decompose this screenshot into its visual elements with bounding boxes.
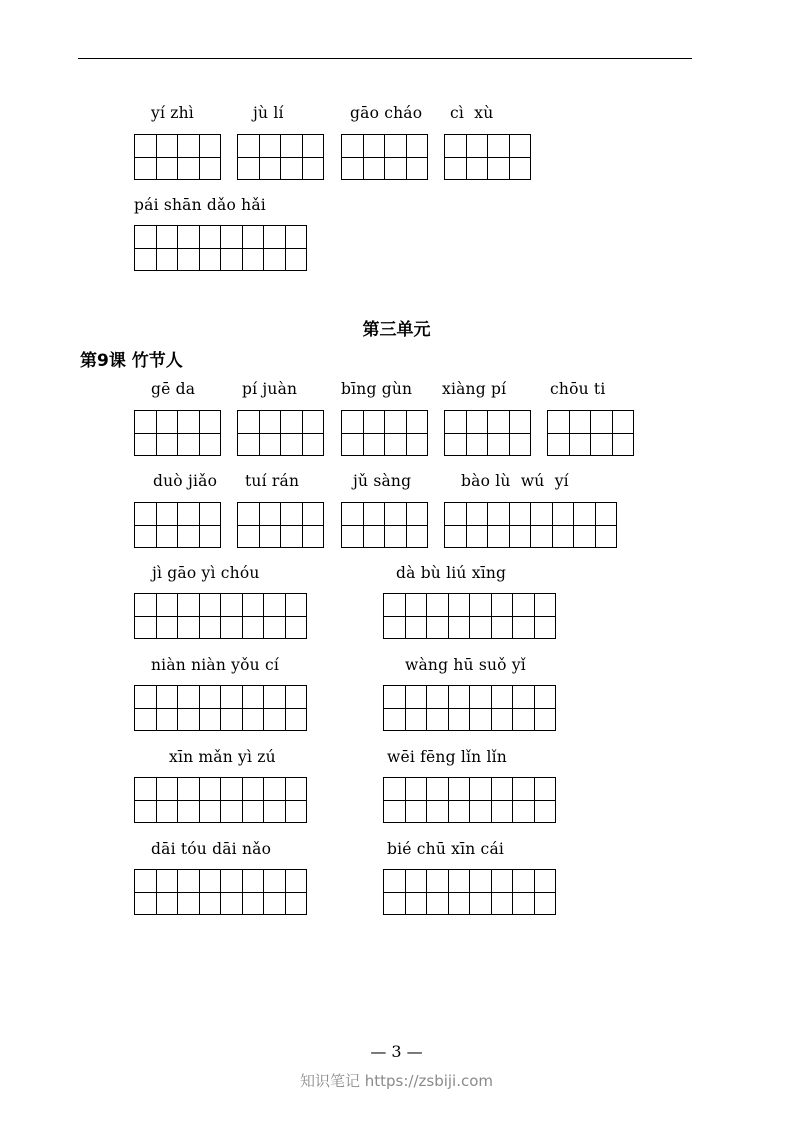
pinyin-label: gāo cháo — [350, 104, 423, 122]
tian-grid[interactable] — [444, 410, 531, 456]
tian-cell[interactable] — [302, 502, 325, 548]
lesson-title: 第9课 竹节人 — [80, 351, 183, 371]
tian-cell[interactable] — [177, 869, 200, 915]
tian-cell[interactable] — [512, 869, 535, 915]
tian-grid[interactable] — [134, 593, 307, 639]
tian-cell[interactable] — [134, 685, 157, 731]
tian-cell[interactable] — [384, 134, 407, 180]
tian-cell[interactable] — [448, 777, 471, 823]
page-number: — 3 — — [370, 1042, 423, 1061]
tian-cell[interactable] — [199, 685, 222, 731]
tian-cell[interactable] — [534, 869, 557, 915]
tian-cell[interactable] — [285, 593, 308, 639]
tian-cell[interactable] — [199, 502, 222, 548]
tian-cell[interactable] — [534, 777, 557, 823]
tian-cell[interactable] — [263, 777, 286, 823]
tian-grid[interactable] — [237, 502, 324, 548]
tian-grid[interactable] — [383, 593, 556, 639]
tian-grid[interactable] — [383, 869, 556, 915]
tian-cell[interactable] — [491, 593, 514, 639]
tian-cell[interactable] — [383, 869, 406, 915]
tian-cell[interactable] — [177, 685, 200, 731]
pinyin-label: jǔ sàng — [353, 472, 412, 490]
tian-cell[interactable] — [220, 593, 243, 639]
tian-cell[interactable] — [242, 777, 265, 823]
pinyin-label: jì gāo yì chóu — [152, 564, 260, 582]
tian-cell[interactable] — [263, 593, 286, 639]
tian-cell[interactable] — [177, 134, 200, 180]
tian-cell[interactable] — [509, 502, 532, 548]
tian-cell[interactable] — [199, 869, 222, 915]
tian-cell[interactable] — [487, 502, 510, 548]
tian-cell[interactable] — [406, 134, 429, 180]
tian-grid[interactable] — [237, 410, 324, 456]
tian-grid[interactable] — [383, 685, 556, 731]
tian-cell[interactable] — [134, 410, 157, 456]
header-rule — [78, 58, 692, 59]
tian-cell[interactable] — [199, 593, 222, 639]
tian-cell[interactable] — [569, 410, 592, 456]
tian-cell[interactable] — [530, 502, 553, 548]
tian-cell[interactable] — [280, 410, 303, 456]
tian-grid[interactable] — [134, 777, 307, 823]
pinyin-label: wàng hū suǒ yǐ — [405, 656, 526, 674]
tian-cell[interactable] — [363, 134, 386, 180]
tian-cell[interactable] — [259, 134, 282, 180]
tian-cell[interactable] — [156, 134, 179, 180]
tian-cell[interactable] — [285, 869, 308, 915]
tian-cell[interactable] — [384, 410, 407, 456]
tian-cell[interactable] — [491, 869, 514, 915]
tian-cell[interactable] — [220, 777, 243, 823]
tian-cell[interactable] — [263, 869, 286, 915]
tian-cell[interactable] — [512, 685, 535, 731]
tian-grid[interactable] — [237, 134, 324, 180]
tian-cell[interactable] — [341, 502, 364, 548]
tian-cell[interactable] — [547, 410, 570, 456]
tian-cell[interactable] — [177, 593, 200, 639]
tian-cell[interactable] — [199, 134, 222, 180]
tian-cell[interactable] — [426, 593, 449, 639]
tian-grid[interactable] — [134, 869, 307, 915]
unit-title: 第三单元 — [362, 320, 431, 340]
tian-cell[interactable] — [612, 410, 635, 456]
tian-cell[interactable] — [469, 593, 492, 639]
tian-cell[interactable] — [156, 685, 179, 731]
tian-cell[interactable] — [341, 410, 364, 456]
tian-cell[interactable] — [220, 685, 243, 731]
tian-cell[interactable] — [302, 410, 325, 456]
tian-cell[interactable] — [363, 502, 386, 548]
tian-cell[interactable] — [134, 134, 157, 180]
tian-cell[interactable] — [134, 593, 157, 639]
tian-cell[interactable] — [487, 410, 510, 456]
pinyin-label: jù lí — [253, 104, 284, 122]
tian-cell[interactable] — [199, 410, 222, 456]
tian-cell[interactable] — [595, 502, 618, 548]
tian-cell[interactable] — [469, 777, 492, 823]
tian-cell[interactable] — [242, 869, 265, 915]
tian-cell[interactable] — [285, 685, 308, 731]
tian-cell[interactable] — [466, 134, 489, 180]
tian-cell[interactable] — [220, 225, 243, 271]
tian-cell[interactable] — [491, 777, 514, 823]
tian-grid[interactable] — [444, 502, 617, 548]
pinyin-label: niàn niàn yǒu cí — [151, 656, 280, 674]
tian-cell[interactable] — [263, 685, 286, 731]
pinyin-label: yí zhì — [151, 104, 194, 122]
tian-cell[interactable] — [444, 502, 467, 548]
tian-cell[interactable] — [363, 410, 386, 456]
tian-cell[interactable] — [469, 685, 492, 731]
tian-grid[interactable] — [383, 777, 556, 823]
tian-cell[interactable] — [444, 134, 467, 180]
pinyin-label: bào lù wú yí — [461, 472, 569, 490]
tian-grid[interactable] — [134, 410, 221, 456]
tian-cell[interactable] — [156, 869, 179, 915]
pinyin-label: gē da — [151, 380, 196, 398]
tian-cell[interactable] — [448, 869, 471, 915]
tian-cell[interactable] — [444, 410, 467, 456]
tian-cell[interactable] — [156, 410, 179, 456]
tian-cell[interactable] — [156, 593, 179, 639]
tian-cell[interactable] — [405, 593, 428, 639]
pinyin-label: chōu ti — [550, 380, 606, 398]
tian-grid[interactable] — [341, 502, 428, 548]
tian-cell[interactable] — [280, 502, 303, 548]
tian-cell[interactable] — [285, 777, 308, 823]
pinyin-label: cì xù — [450, 104, 494, 122]
tian-cell[interactable] — [466, 410, 489, 456]
tian-cell[interactable] — [134, 777, 157, 823]
tian-cell[interactable] — [426, 869, 449, 915]
tian-cell[interactable] — [491, 685, 514, 731]
tian-cell[interactable] — [199, 777, 222, 823]
tian-cell[interactable] — [487, 134, 510, 180]
tian-grid[interactable] — [444, 134, 531, 180]
tian-cell[interactable] — [280, 134, 303, 180]
tian-cell[interactable] — [237, 502, 260, 548]
tian-cell[interactable] — [509, 134, 532, 180]
tian-cell[interactable] — [405, 869, 428, 915]
tian-cell[interactable] — [341, 134, 364, 180]
tian-cell[interactable] — [383, 593, 406, 639]
pinyin-label: xiàng pí — [442, 380, 507, 398]
tian-cell[interactable] — [466, 502, 489, 548]
tian-cell[interactable] — [573, 502, 596, 548]
tian-cell[interactable] — [426, 777, 449, 823]
tian-cell[interactable] — [259, 502, 282, 548]
tian-cell[interactable] — [405, 777, 428, 823]
tian-cell[interactable] — [509, 410, 532, 456]
tian-cell[interactable] — [199, 225, 222, 271]
tian-cell[interactable] — [237, 134, 260, 180]
tian-cell[interactable] — [512, 593, 535, 639]
tian-cell[interactable] — [590, 410, 613, 456]
tian-cell[interactable] — [242, 225, 265, 271]
tian-grid[interactable] — [134, 225, 307, 271]
tian-cell[interactable] — [469, 869, 492, 915]
tian-cell[interactable] — [237, 410, 260, 456]
tian-cell[interactable] — [406, 502, 429, 548]
tian-cell[interactable] — [383, 685, 406, 731]
tian-grid[interactable] — [134, 134, 221, 180]
tian-cell[interactable] — [220, 869, 243, 915]
tian-cell[interactable] — [383, 777, 406, 823]
tian-cell[interactable] — [534, 593, 557, 639]
tian-cell[interactable] — [177, 502, 200, 548]
pinyin-label: duò jiǎo — [153, 472, 218, 490]
tian-cell[interactable] — [177, 225, 200, 271]
tian-grid[interactable] — [134, 502, 221, 548]
pinyin-label: pí juàn — [242, 380, 298, 398]
tian-grid[interactable] — [341, 134, 428, 180]
tian-cell[interactable] — [448, 685, 471, 731]
pinyin-label: bié chū xīn cái — [387, 840, 505, 858]
tian-cell[interactable] — [134, 225, 157, 271]
pinyin-label: tuí rán — [245, 472, 300, 490]
tian-cell[interactable] — [134, 869, 157, 915]
tian-cell[interactable] — [552, 502, 575, 548]
tian-cell[interactable] — [384, 502, 407, 548]
tian-cell[interactable] — [512, 777, 535, 823]
tian-cell[interactable] — [263, 225, 286, 271]
tian-cell[interactable] — [302, 134, 325, 180]
pinyin-label: dāi tóu dāi nǎo — [151, 840, 272, 858]
tian-grid[interactable] — [134, 685, 307, 731]
tian-cell[interactable] — [242, 593, 265, 639]
pinyin-label: pái shān dǎo hǎi — [134, 196, 266, 214]
tian-cell[interactable] — [177, 410, 200, 456]
watermark-text: 知识笔记 https://zsbiji.com — [299, 1072, 494, 1090]
tian-cell[interactable] — [406, 410, 429, 456]
tian-cell[interactable] — [448, 593, 471, 639]
tian-cell[interactable] — [259, 410, 282, 456]
tian-grid[interactable] — [547, 410, 634, 456]
pinyin-label: xīn mǎn yì zú — [169, 748, 276, 766]
tian-cell[interactable] — [156, 502, 179, 548]
tian-grid[interactable] — [341, 410, 428, 456]
tian-cell[interactable] — [426, 685, 449, 731]
tian-cell[interactable] — [156, 777, 179, 823]
tian-cell[interactable] — [534, 685, 557, 731]
tian-cell[interactable] — [405, 685, 428, 731]
tian-cell[interactable] — [242, 685, 265, 731]
tian-cell[interactable] — [285, 225, 308, 271]
pinyin-label: dà bù liú xīng — [396, 564, 507, 582]
tian-cell[interactable] — [134, 502, 157, 548]
tian-cell[interactable] — [177, 777, 200, 823]
tian-cell[interactable] — [156, 225, 179, 271]
pinyin-label: bīng gùn — [341, 380, 413, 398]
pinyin-label: wēi fēng lǐn lǐn — [387, 748, 507, 766]
